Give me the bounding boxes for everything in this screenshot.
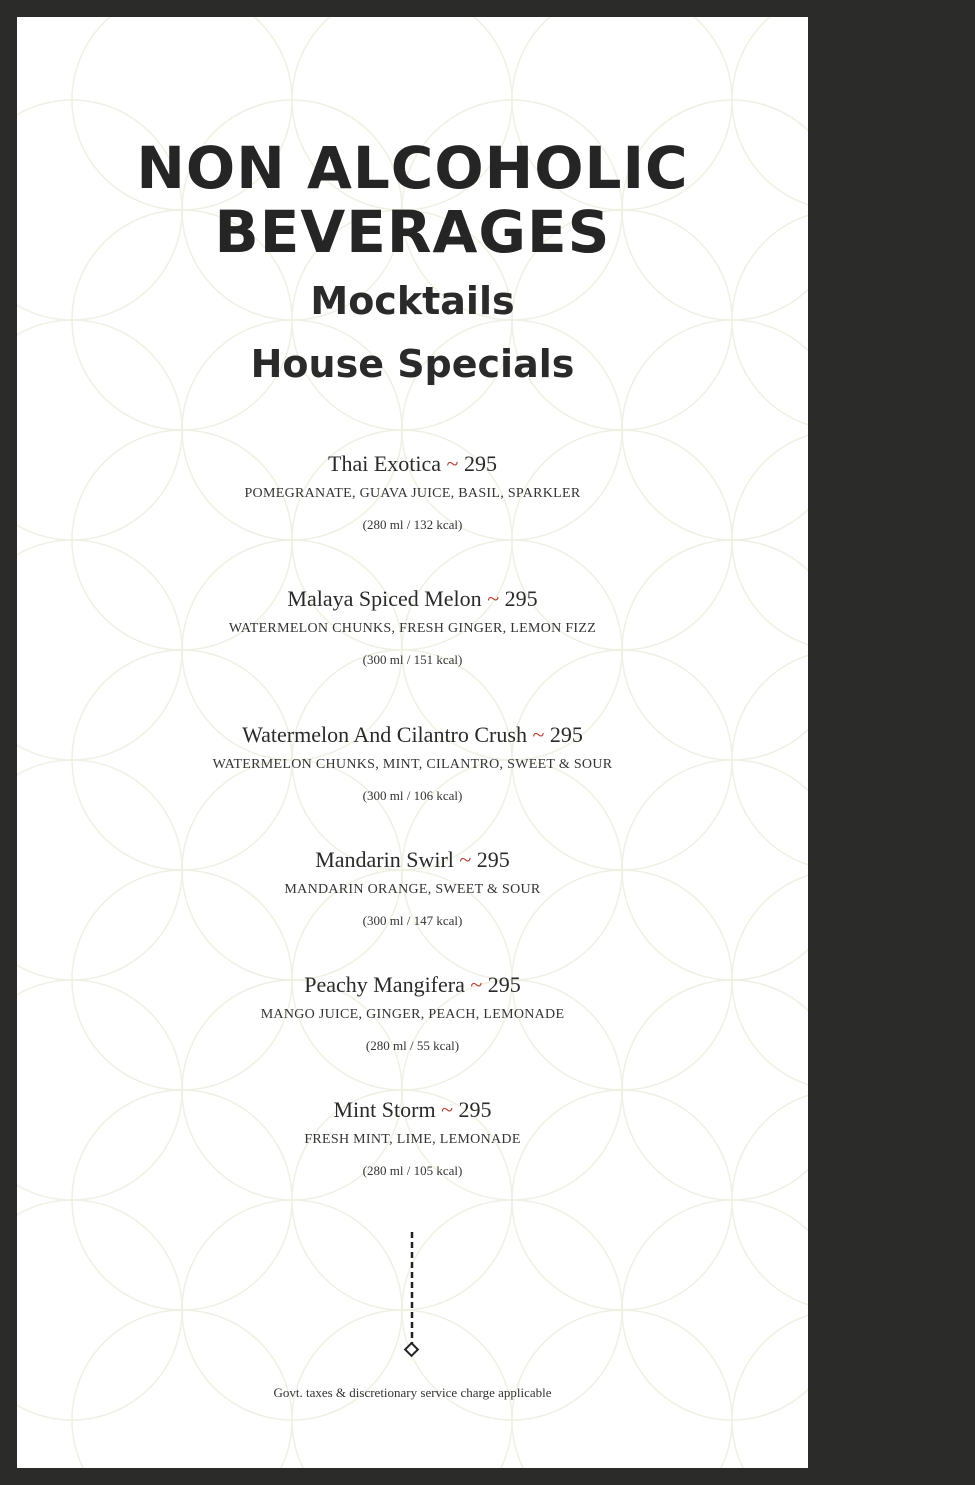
item-ingredients: MANDARIN ORANGE, SWEET & SOUR: [284, 882, 541, 897]
price-separator: ~: [459, 847, 472, 872]
item-title: [17, 1096, 808, 1124]
price-separator: ~: [470, 972, 483, 997]
subsection-heading: House Specials: [250, 342, 575, 386]
item-name: Thai Exotica: [328, 451, 442, 476]
price-separator: ~: [532, 722, 545, 747]
item-title: [17, 846, 808, 874]
item-nutrition: (280 ml / 132 kcal): [362, 517, 463, 532]
menu-item-thai-exotica: [17, 450, 808, 534]
item-price: 295: [463, 451, 497, 476]
item-title: [17, 450, 808, 478]
item-nutrition: (300 ml / 106 kcal): [362, 788, 463, 803]
menu-content: [17, 17, 808, 1468]
item-title: [17, 721, 808, 749]
item-name: Peachy Mangifera: [304, 972, 465, 997]
item-price: 295: [458, 1097, 492, 1122]
price-separator: ~: [446, 451, 459, 476]
item-price: 295: [549, 722, 583, 747]
item-ingredients: FRESH MINT, LIME, LEMONADE: [304, 1132, 521, 1147]
menu-item-peachy-mangifera: [17, 971, 808, 1055]
menu-page: [17, 17, 808, 1468]
item-ingredients: WATERMELON CHUNKS, MINT, CILANTRO, SWEET & SOUR: [212, 757, 613, 772]
menu-item-mint-storm: [17, 1096, 808, 1180]
item-name: Mint Storm: [333, 1097, 436, 1122]
item-name: Malaya Spiced Melon: [287, 586, 482, 611]
item-ingredients: WATERMELON CHUNKS, FRESH GINGER, LEMON FIZZ: [228, 621, 597, 636]
section-heading: Mocktails: [310, 279, 515, 323]
item-nutrition: (300 ml / 147 kcal): [362, 913, 463, 928]
menu-item-malaya-spiced-melon: [17, 585, 808, 669]
item-title: [17, 971, 808, 999]
item-nutrition: (280 ml / 105 kcal): [362, 1163, 463, 1178]
price-separator: ~: [441, 1097, 453, 1122]
item-ingredients: POMEGRANATE, GUAVA JUICE, BASIL, SPARKLER: [244, 486, 581, 501]
item-name: Watermelon And Cilantro Crush: [242, 722, 527, 747]
menu-item-mandarin-swirl: [17, 846, 808, 930]
menu-item-watermelon-cilantro-crush: [17, 721, 808, 805]
footer-note: Govt. taxes & discretionary service charge applicable: [273, 1385, 552, 1400]
page-title-line2: BEVERAGES: [214, 198, 611, 266]
item-ingredients: MANGO JUICE, GINGER, PEACH, LEMONADE: [260, 1007, 565, 1022]
item-title: [17, 585, 808, 613]
item-price: 295: [487, 972, 521, 997]
price-separator: ~: [487, 586, 500, 611]
item-name: Mandarin Swirl: [315, 847, 454, 872]
item-nutrition: (280 ml / 55 kcal): [365, 1038, 460, 1053]
item-price: 295: [476, 847, 510, 872]
item-nutrition: (300 ml / 151 kcal): [362, 652, 463, 667]
page-title-line1: NON ALCOHOLIC: [136, 134, 689, 202]
item-price: 295: [504, 586, 538, 611]
dashed-line-with-diamond-icon: [17, 1230, 808, 1360]
